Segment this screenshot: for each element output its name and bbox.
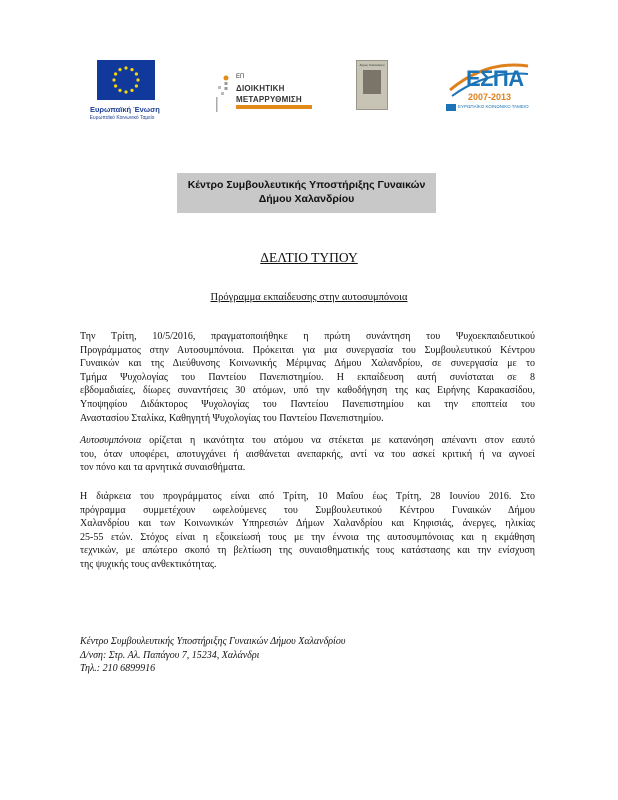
paragraph-3-line: της ψυχικής τους ανθεκτικότητας. xyxy=(80,558,217,570)
paragraph-3 xyxy=(80,490,535,572)
paragraph-2-line: τον πόνο και τα αρνητικά συναισθήματα. xyxy=(80,462,246,474)
admin-reform-mark-icon xyxy=(214,74,232,114)
paragraph-1 xyxy=(80,330,535,425)
municipality-image xyxy=(363,70,381,94)
espa-years: 2007-2013 xyxy=(468,92,512,102)
footer-phone: Τηλ.: 210 6899916 xyxy=(80,663,156,675)
paragraph-1-line: Αναστασίου Σταλίκα, Καθηγητή Ψυχολογίας του Παντείου Πανεπιστημίου. xyxy=(80,412,384,424)
paragraph-1-line: Προγράμματος στην Αυτοσυμπόνοια. Πρόκειται για μια συνεργασία του Συμβουλευτικού Κέντρου xyxy=(80,344,535,356)
paragraph-1-line: εβδομαδιαίες, δίωρες συναντήσεις 30 ατόμων, υπό την καθοδήγηση της κας Ειρήνης Καρακασίδου, xyxy=(80,385,535,397)
admin-reform-line2: ΜΕΤΑΡΡΥΘΜΙΣΗ xyxy=(236,95,302,104)
eu-logo-subtitle: Ευρωπαϊκό Κοινωνικό Ταμείο xyxy=(89,115,155,121)
greek-flag-icon xyxy=(446,104,456,111)
header-box xyxy=(177,173,436,213)
paragraph-3-line: Χαλανδρίου και των Κοινωνικών Υπηρεσιών Δήμων Χαλανδρίου και Κηφισιάς, άνεργες, ηλικίας xyxy=(80,518,535,530)
paragraph-1-line: Την Τρίτη, 10/5/2016, πραγματοποιήθηκε η πρώτη συνάντηση του Ψυχοεκπαιδευτικού xyxy=(80,331,535,342)
paragraph-3-line: πρόγραμμα συμμετέχουν ωφελούμενες του Συμβουλευτικού Κέντρου Γυναικών Δήμου xyxy=(80,504,535,516)
paragraph-2-line: του, όταν υποφέρει, αποτυγχάνει ή αισθάνεται ανεπαρκής, αντί να του ασκεί κριτική ή να αγνοεί xyxy=(80,448,535,460)
header-line1: Κέντρο Συμβουλευτικής Υποστήριξης Γυναικών xyxy=(187,179,426,191)
eu-logo-title: Ευρωπαϊκή Ένωση xyxy=(90,105,160,114)
footer-address: Δ/νση: Στρ. Αλ. Παπάγου 7, 15234, Χαλάνδρι xyxy=(80,649,260,661)
eu-flag-icon xyxy=(97,60,155,100)
logo-bar xyxy=(0,56,618,128)
municipality-logo xyxy=(356,60,388,110)
admin-reform-prefix: ΕΠ xyxy=(236,74,245,80)
paragraph-1-line: Γυναικών και της Διεύθυνσης Κοινωνικής Μέριμνας Δήμου Χαλανδρίου, σε συνεργασία με το xyxy=(80,358,535,370)
page-title: ΔΕΛΤΙΟ ΤΥΠΟΥ xyxy=(260,250,358,265)
municipality-logo-title: Δήμος Χαλανδρίου xyxy=(359,63,385,67)
admin-reform-line1: ΔΙΟΙΚΗΤΙΚΗ xyxy=(236,84,285,93)
admin-reform-logo xyxy=(214,74,314,114)
espa-fund: ΕΥΡΩΠΑΪΚΟ ΚΟΙΝΩΝΙΚΟ ΤΑΜΕΙΟ xyxy=(458,104,529,109)
paragraph-3-line: Η διάρκεια του προγράμματος είναι από Τρίτη, 10 Μαΐου έως Τρίτη, 28 Ιουνίου 2016. Στο xyxy=(80,491,535,502)
footer-organization: Κέντρο Συμβουλευτικής Υποστήριξης Γυναικών Δήμου Χαλανδρίου xyxy=(80,636,346,647)
paragraph-2-line1-text: ορίζεται η ικανότητα του ατόμου να στέκεται με κατανόηση απέναντι στον εαυτό xyxy=(141,435,535,446)
header-line2: Δήμου Χαλανδρίου xyxy=(258,193,355,205)
page-subtitle: Πρόγραμμα εκπαίδευσης στην αυτοσυμπόνοια xyxy=(210,292,408,303)
eu-logo xyxy=(89,60,160,121)
paragraph-1-line: Τμήμα Ψυχολογίας του Παντείου Πανεπιστημίου. Η εκπαίδευση αυτή συνίσταται σε 8 xyxy=(80,371,535,383)
paragraph-2-line xyxy=(80,434,535,448)
paragraph-2-emphasis: Αυτοσυμπόνοια xyxy=(80,435,142,446)
admin-reform-bar xyxy=(236,105,312,109)
espa-logo xyxy=(446,60,530,120)
contact-footer xyxy=(80,635,345,676)
paragraph-1-line: Υποψηφίου Διδάκτορος Ψυχολογίας του Παντείου Πανεπιστημίου και την εποπτεία του xyxy=(80,398,535,410)
paragraph-2 xyxy=(80,434,535,475)
paragraph-3-line: 25-55 ετών. Στόχος είναι η εξοικείωσή τους με την έννοια της αυτοσυμπόνοιας και η εκμάθηση xyxy=(80,531,535,543)
espa-name: ΕΣΠΑ xyxy=(466,66,524,91)
paragraph-3-line: τεχνικών, με απώτερο σκοπό τη βελτίωση της συναισθηματικής τους κατάστασης και την ενίσχυση xyxy=(80,545,535,557)
